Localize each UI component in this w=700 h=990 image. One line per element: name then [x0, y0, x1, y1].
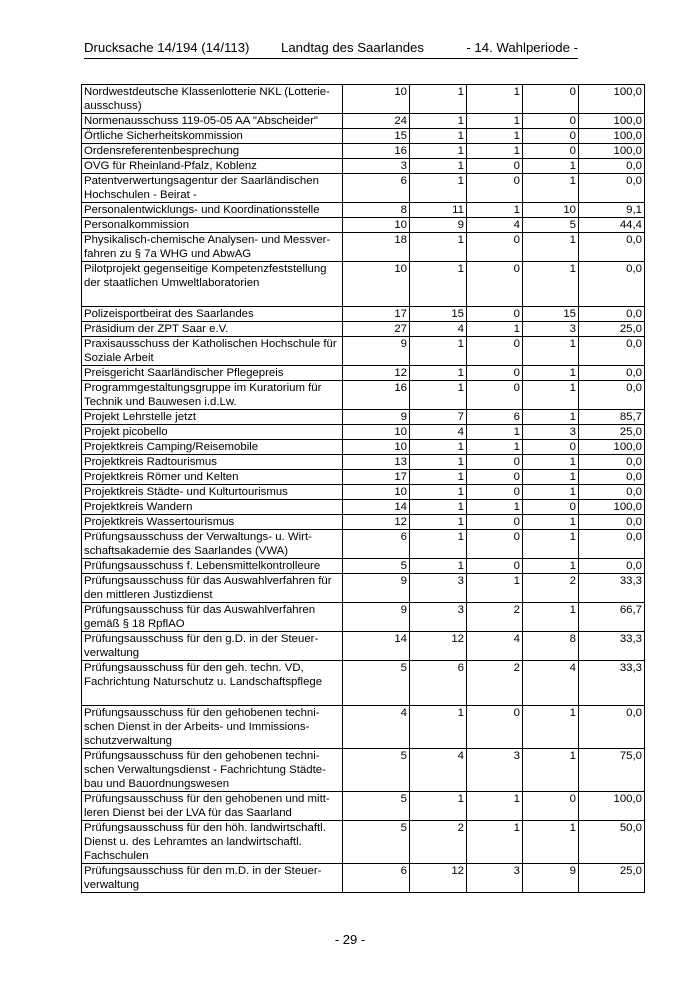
committee-name-cell: OVG für Rheinland-Pfalz, Koblenz [82, 159, 343, 174]
value-cell-3: 0 [467, 233, 523, 262]
table-row [82, 500, 645, 515]
value-cell-3: 0 [467, 366, 523, 381]
value-cell-1: 10 [343, 440, 410, 455]
value-cell-5: 85,7 [579, 410, 645, 425]
value-cell-4: 10 [523, 203, 579, 218]
value-cell-5: 0,0 [579, 530, 645, 559]
committee-name-cell: Projektkreis Wassertourismus [82, 515, 343, 530]
value-cell-3: 1 [467, 129, 523, 144]
value-cell-3: 0 [467, 159, 523, 174]
value-cell-5: 66,7 [579, 603, 645, 632]
value-cell-5: 0,0 [579, 559, 645, 574]
value-cell-1: 27 [343, 322, 410, 337]
committee-table-body [82, 85, 645, 893]
committee-name-cell: Projektkreis Wandern [82, 500, 343, 515]
committee-name-cell: Pilotprojekt gegenseitige Kompetenzfeststellung der staatlichen Umweltlaboratorien [82, 262, 343, 307]
table-row [82, 85, 645, 114]
table-row [82, 749, 645, 792]
value-cell-4: 9 [523, 864, 579, 893]
value-cell-2: 7 [410, 410, 467, 425]
value-cell-3: 0 [467, 530, 523, 559]
value-cell-3: 1 [467, 114, 523, 129]
table-row [82, 661, 645, 706]
table-row [82, 574, 645, 603]
value-cell-4: 0 [523, 144, 579, 159]
value-cell-4: 3 [523, 322, 579, 337]
value-cell-1: 10 [343, 85, 410, 114]
value-cell-5: 100,0 [579, 500, 645, 515]
value-cell-2: 1 [410, 500, 467, 515]
value-cell-2: 2 [410, 821, 467, 864]
committee-name-cell: Prüfungsausschuss für den g.D. in der Steuer-verwaltung [82, 632, 343, 661]
committee-name-cell: Prüfungsausschuss für den m.D. in der Steuer-verwaltung [82, 864, 343, 893]
table-row [82, 410, 645, 425]
value-cell-3: 1 [467, 574, 523, 603]
committee-name-cell: Projektkreis Römer und Kelten [82, 470, 343, 485]
table-row [82, 218, 645, 233]
value-cell-3: 0 [467, 515, 523, 530]
value-cell-2: 4 [410, 749, 467, 792]
value-cell-4: 1 [523, 174, 579, 203]
value-cell-5: 44,4 [579, 218, 645, 233]
value-cell-2: 12 [410, 632, 467, 661]
value-cell-1: 14 [343, 500, 410, 515]
value-cell-4: 5 [523, 218, 579, 233]
value-cell-4: 1 [523, 530, 579, 559]
table-row [82, 144, 645, 159]
value-cell-4: 0 [523, 440, 579, 455]
value-cell-5: 100,0 [579, 129, 645, 144]
value-cell-3: 0 [467, 485, 523, 500]
header-parliament: Landtag des Saarlandes [281, 40, 424, 55]
value-cell-2: 1 [410, 337, 467, 366]
value-cell-5: 9,1 [579, 203, 645, 218]
value-cell-1: 10 [343, 218, 410, 233]
value-cell-1: 13 [343, 455, 410, 470]
value-cell-4: 1 [523, 749, 579, 792]
value-cell-4: 1 [523, 485, 579, 500]
table-row [82, 485, 645, 500]
committee-name-cell: Prüfungsausschuss für den höh. landwirtschaftl. Dienst u. des Lehramtes an landwirtschaftl. Fachschulen [82, 821, 343, 864]
value-cell-5: 0,0 [579, 381, 645, 410]
header-period: - 14. Wahlperiode - [466, 40, 578, 55]
committee-name-cell: Örtliche Sicherheitskommission [82, 129, 343, 144]
committee-name-cell: Polizeisportbeirat des Saarlandes [82, 307, 343, 322]
value-cell-5: 0,0 [579, 262, 645, 307]
value-cell-1: 15 [343, 129, 410, 144]
value-cell-4: 1 [523, 262, 579, 307]
table-row [82, 440, 645, 455]
value-cell-4: 1 [523, 706, 579, 749]
table-row [82, 203, 645, 218]
committee-name-cell: Preisgericht Saarländischer Pflegepreis [82, 366, 343, 381]
value-cell-4: 1 [523, 603, 579, 632]
table-row [82, 425, 645, 440]
value-cell-3: 0 [467, 262, 523, 307]
value-cell-5: 0,0 [579, 337, 645, 366]
value-cell-1: 14 [343, 632, 410, 661]
value-cell-3: 3 [467, 749, 523, 792]
table-row [82, 114, 645, 129]
value-cell-5: 0,0 [579, 174, 645, 203]
page-number: - 29 - [334, 932, 366, 947]
value-cell-4: 1 [523, 337, 579, 366]
value-cell-3: 0 [467, 307, 523, 322]
value-cell-4: 15 [523, 307, 579, 322]
committee-name-cell: Prüfungsausschuss für den gehobenen techni-schen Verwaltungsdienst - Fachrichtung Städte-bau und Bauordnungswesen [82, 749, 343, 792]
committee-name-cell: Patentverwertungsagentur der Saarländischen Hochschulen - Beirat - [82, 174, 343, 203]
committee-name-cell: Praxisausschuss der Katholischen Hochschule für Soziale Arbeit [82, 337, 343, 366]
committee-name-cell: Projekt picobello [82, 425, 343, 440]
value-cell-3: 0 [467, 381, 523, 410]
value-cell-2: 4 [410, 425, 467, 440]
committee-name-cell: Normenausschuss 119-05-05 AA "Abscheider" [82, 114, 343, 129]
table-row [82, 455, 645, 470]
value-cell-5: 33,3 [579, 574, 645, 603]
value-cell-2: 1 [410, 159, 467, 174]
committee-name-cell: Prüfungsausschuss f. Lebensmittelkontrolleure [82, 559, 343, 574]
committee-name-cell: Physikalisch-chemische Analysen- und Messver-fahren zu § 7a WHG und AbwAG [82, 233, 343, 262]
value-cell-5: 75,0 [579, 749, 645, 792]
value-cell-3: 1 [467, 500, 523, 515]
value-cell-1: 6 [343, 174, 410, 203]
table-row [82, 366, 645, 381]
committee-name-cell: Projektkreis Städte- und Kulturtourismus [82, 485, 343, 500]
value-cell-4: 1 [523, 159, 579, 174]
value-cell-3: 1 [467, 144, 523, 159]
committee-name-cell: Personalentwicklungs- und Koordinationsstelle [82, 203, 343, 218]
value-cell-1: 4 [343, 706, 410, 749]
value-cell-5: 100,0 [579, 792, 645, 821]
value-cell-2: 1 [410, 174, 467, 203]
value-cell-5: 25,0 [579, 425, 645, 440]
value-cell-5: 0,0 [579, 366, 645, 381]
value-cell-3: 0 [467, 337, 523, 366]
value-cell-3: 1 [467, 322, 523, 337]
value-cell-4: 2 [523, 574, 579, 603]
value-cell-2: 1 [410, 233, 467, 262]
value-cell-1: 3 [343, 159, 410, 174]
table-row [82, 632, 645, 661]
value-cell-1: 9 [343, 574, 410, 603]
value-cell-4: 0 [523, 114, 579, 129]
value-cell-5: 0,0 [579, 706, 645, 749]
value-cell-2: 15 [410, 307, 467, 322]
value-cell-5: 25,0 [579, 322, 645, 337]
value-cell-4: 3 [523, 425, 579, 440]
value-cell-2: 1 [410, 559, 467, 574]
value-cell-1: 16 [343, 144, 410, 159]
value-cell-1: 24 [343, 114, 410, 129]
value-cell-5: 100,0 [579, 144, 645, 159]
value-cell-2: 3 [410, 603, 467, 632]
value-cell-2: 1 [410, 530, 467, 559]
value-cell-1: 18 [343, 233, 410, 262]
value-cell-2: 1 [410, 515, 467, 530]
value-cell-1: 16 [343, 381, 410, 410]
value-cell-5: 100,0 [579, 114, 645, 129]
value-cell-2: 1 [410, 366, 467, 381]
committee-table [81, 84, 645, 893]
value-cell-5: 33,3 [579, 661, 645, 706]
value-cell-4: 1 [523, 821, 579, 864]
value-cell-2: 1 [410, 485, 467, 500]
committee-name-cell: Projektkreis Camping/Reisemobile [82, 440, 343, 455]
committee-name-cell: Prüfungsausschuss für den gehobenen und mitt-leren Dienst bei der LVA für das Saarland [82, 792, 343, 821]
value-cell-5: 0,0 [579, 515, 645, 530]
value-cell-1: 5 [343, 559, 410, 574]
value-cell-5: 100,0 [579, 440, 645, 455]
value-cell-3: 1 [467, 792, 523, 821]
value-cell-1: 17 [343, 470, 410, 485]
value-cell-2: 1 [410, 262, 467, 307]
value-cell-1: 17 [343, 307, 410, 322]
value-cell-4: 1 [523, 455, 579, 470]
table-row [82, 381, 645, 410]
table-row [82, 174, 645, 203]
value-cell-2: 1 [410, 114, 467, 129]
table-row [82, 129, 645, 144]
table-row [82, 864, 645, 893]
value-cell-5: 50,0 [579, 821, 645, 864]
value-cell-1: 5 [343, 792, 410, 821]
table-row [82, 559, 645, 574]
value-cell-3: 1 [467, 85, 523, 114]
committee-name-cell: Programmgestaltungsgruppe im Kuratorium für Technik und Bauwesen i.d.Lw. [82, 381, 343, 410]
committee-name-cell: Nordwestdeutsche Klassenlotterie NKL (Lotterie-ausschuss) [82, 85, 343, 114]
table-row [82, 706, 645, 749]
table-row [82, 233, 645, 262]
value-cell-2: 3 [410, 574, 467, 603]
table-row [82, 821, 645, 864]
value-cell-1: 9 [343, 410, 410, 425]
value-cell-5: 0,0 [579, 233, 645, 262]
table-row [82, 470, 645, 485]
value-cell-1: 10 [343, 485, 410, 500]
value-cell-2: 1 [410, 792, 467, 821]
value-cell-2: 1 [410, 455, 467, 470]
committee-name-cell: Projekt Lehrstelle jetzt [82, 410, 343, 425]
value-cell-4: 1 [523, 515, 579, 530]
value-cell-4: 1 [523, 233, 579, 262]
value-cell-3: 6 [467, 410, 523, 425]
value-cell-1: 10 [343, 425, 410, 440]
value-cell-5: 33,3 [579, 632, 645, 661]
table-row [82, 603, 645, 632]
value-cell-3: 1 [467, 821, 523, 864]
value-cell-4: 0 [523, 500, 579, 515]
value-cell-3: 0 [467, 455, 523, 470]
value-cell-4: 0 [523, 792, 579, 821]
value-cell-5: 100,0 [579, 85, 645, 114]
table-row [82, 337, 645, 366]
value-cell-1: 12 [343, 366, 410, 381]
value-cell-1: 6 [343, 864, 410, 893]
table-row [82, 515, 645, 530]
page-header [84, 40, 578, 58]
value-cell-1: 5 [343, 821, 410, 864]
value-cell-5: 0,0 [579, 470, 645, 485]
table-row [82, 322, 645, 337]
value-cell-3: 0 [467, 174, 523, 203]
value-cell-3: 1 [467, 203, 523, 218]
value-cell-4: 1 [523, 470, 579, 485]
value-cell-1: 8 [343, 203, 410, 218]
value-cell-3: 2 [467, 661, 523, 706]
value-cell-5: 0,0 [579, 455, 645, 470]
header-document-number: Drucksache 14/194 (14/113) [84, 40, 250, 55]
committee-name-cell: Prüfungsausschuss für das Auswahlverfahren für den mittleren Justizdienst [82, 574, 343, 603]
value-cell-2: 1 [410, 85, 467, 114]
value-cell-2: 9 [410, 218, 467, 233]
value-cell-4: 0 [523, 129, 579, 144]
value-cell-3: 4 [467, 218, 523, 233]
value-cell-1: 9 [343, 603, 410, 632]
value-cell-2: 4 [410, 322, 467, 337]
value-cell-2: 1 [410, 144, 467, 159]
value-cell-4: 1 [523, 381, 579, 410]
value-cell-2: 1 [410, 706, 467, 749]
value-cell-1: 6 [343, 530, 410, 559]
value-cell-5: 25,0 [579, 864, 645, 893]
table-row [82, 792, 645, 821]
table-row [82, 307, 645, 322]
value-cell-1: 10 [343, 262, 410, 307]
value-cell-2: 1 [410, 381, 467, 410]
value-cell-4: 4 [523, 661, 579, 706]
committee-name-cell: Präsidium der ZPT Saar e.V. [82, 322, 343, 337]
value-cell-4: 0 [523, 85, 579, 114]
table-row [82, 530, 645, 559]
value-cell-2: 6 [410, 661, 467, 706]
value-cell-2: 1 [410, 129, 467, 144]
value-cell-3: 3 [467, 864, 523, 893]
value-cell-1: 5 [343, 661, 410, 706]
table-row [82, 159, 645, 174]
value-cell-1: 5 [343, 749, 410, 792]
value-cell-2: 12 [410, 864, 467, 893]
value-cell-4: 1 [523, 559, 579, 574]
committee-name-cell: Projektkreis Radtourismus [82, 455, 343, 470]
committee-name-cell: Prüfungsausschuss für den geh. techn. VD, Fachrichtung Naturschutz u. Landschaftspflege [82, 661, 343, 706]
value-cell-2: 11 [410, 203, 467, 218]
value-cell-5: 0,0 [579, 159, 645, 174]
value-cell-5: 0,0 [579, 485, 645, 500]
header-rule [84, 58, 578, 59]
table-row [82, 262, 645, 307]
committee-name-cell: Prüfungsausschuss der Verwaltungs- u. Wirt-schaftsakademie des Saarlandes (VWA) [82, 530, 343, 559]
value-cell-4: 1 [523, 366, 579, 381]
value-cell-3: 1 [467, 440, 523, 455]
value-cell-3: 4 [467, 632, 523, 661]
value-cell-4: 8 [523, 632, 579, 661]
value-cell-3: 1 [467, 425, 523, 440]
committee-name-cell: Ordensreferentenbesprechung [82, 144, 343, 159]
value-cell-3: 0 [467, 470, 523, 485]
committee-name-cell: Prüfungsausschuss für das Auswahlverfahren gemäß § 18 RpflAO [82, 603, 343, 632]
committee-name-cell: Personalkommission [82, 218, 343, 233]
value-cell-3: 0 [467, 559, 523, 574]
value-cell-4: 1 [523, 410, 579, 425]
value-cell-2: 1 [410, 440, 467, 455]
value-cell-5: 0,0 [579, 307, 645, 322]
committee-name-cell: Prüfungsausschuss für den gehobenen techni-schen Dienst in der Arbeits- und Immissions-schutzverwaltung [82, 706, 343, 749]
value-cell-3: 2 [467, 603, 523, 632]
value-cell-1: 9 [343, 337, 410, 366]
value-cell-1: 12 [343, 515, 410, 530]
value-cell-2: 1 [410, 470, 467, 485]
value-cell-3: 0 [467, 706, 523, 749]
